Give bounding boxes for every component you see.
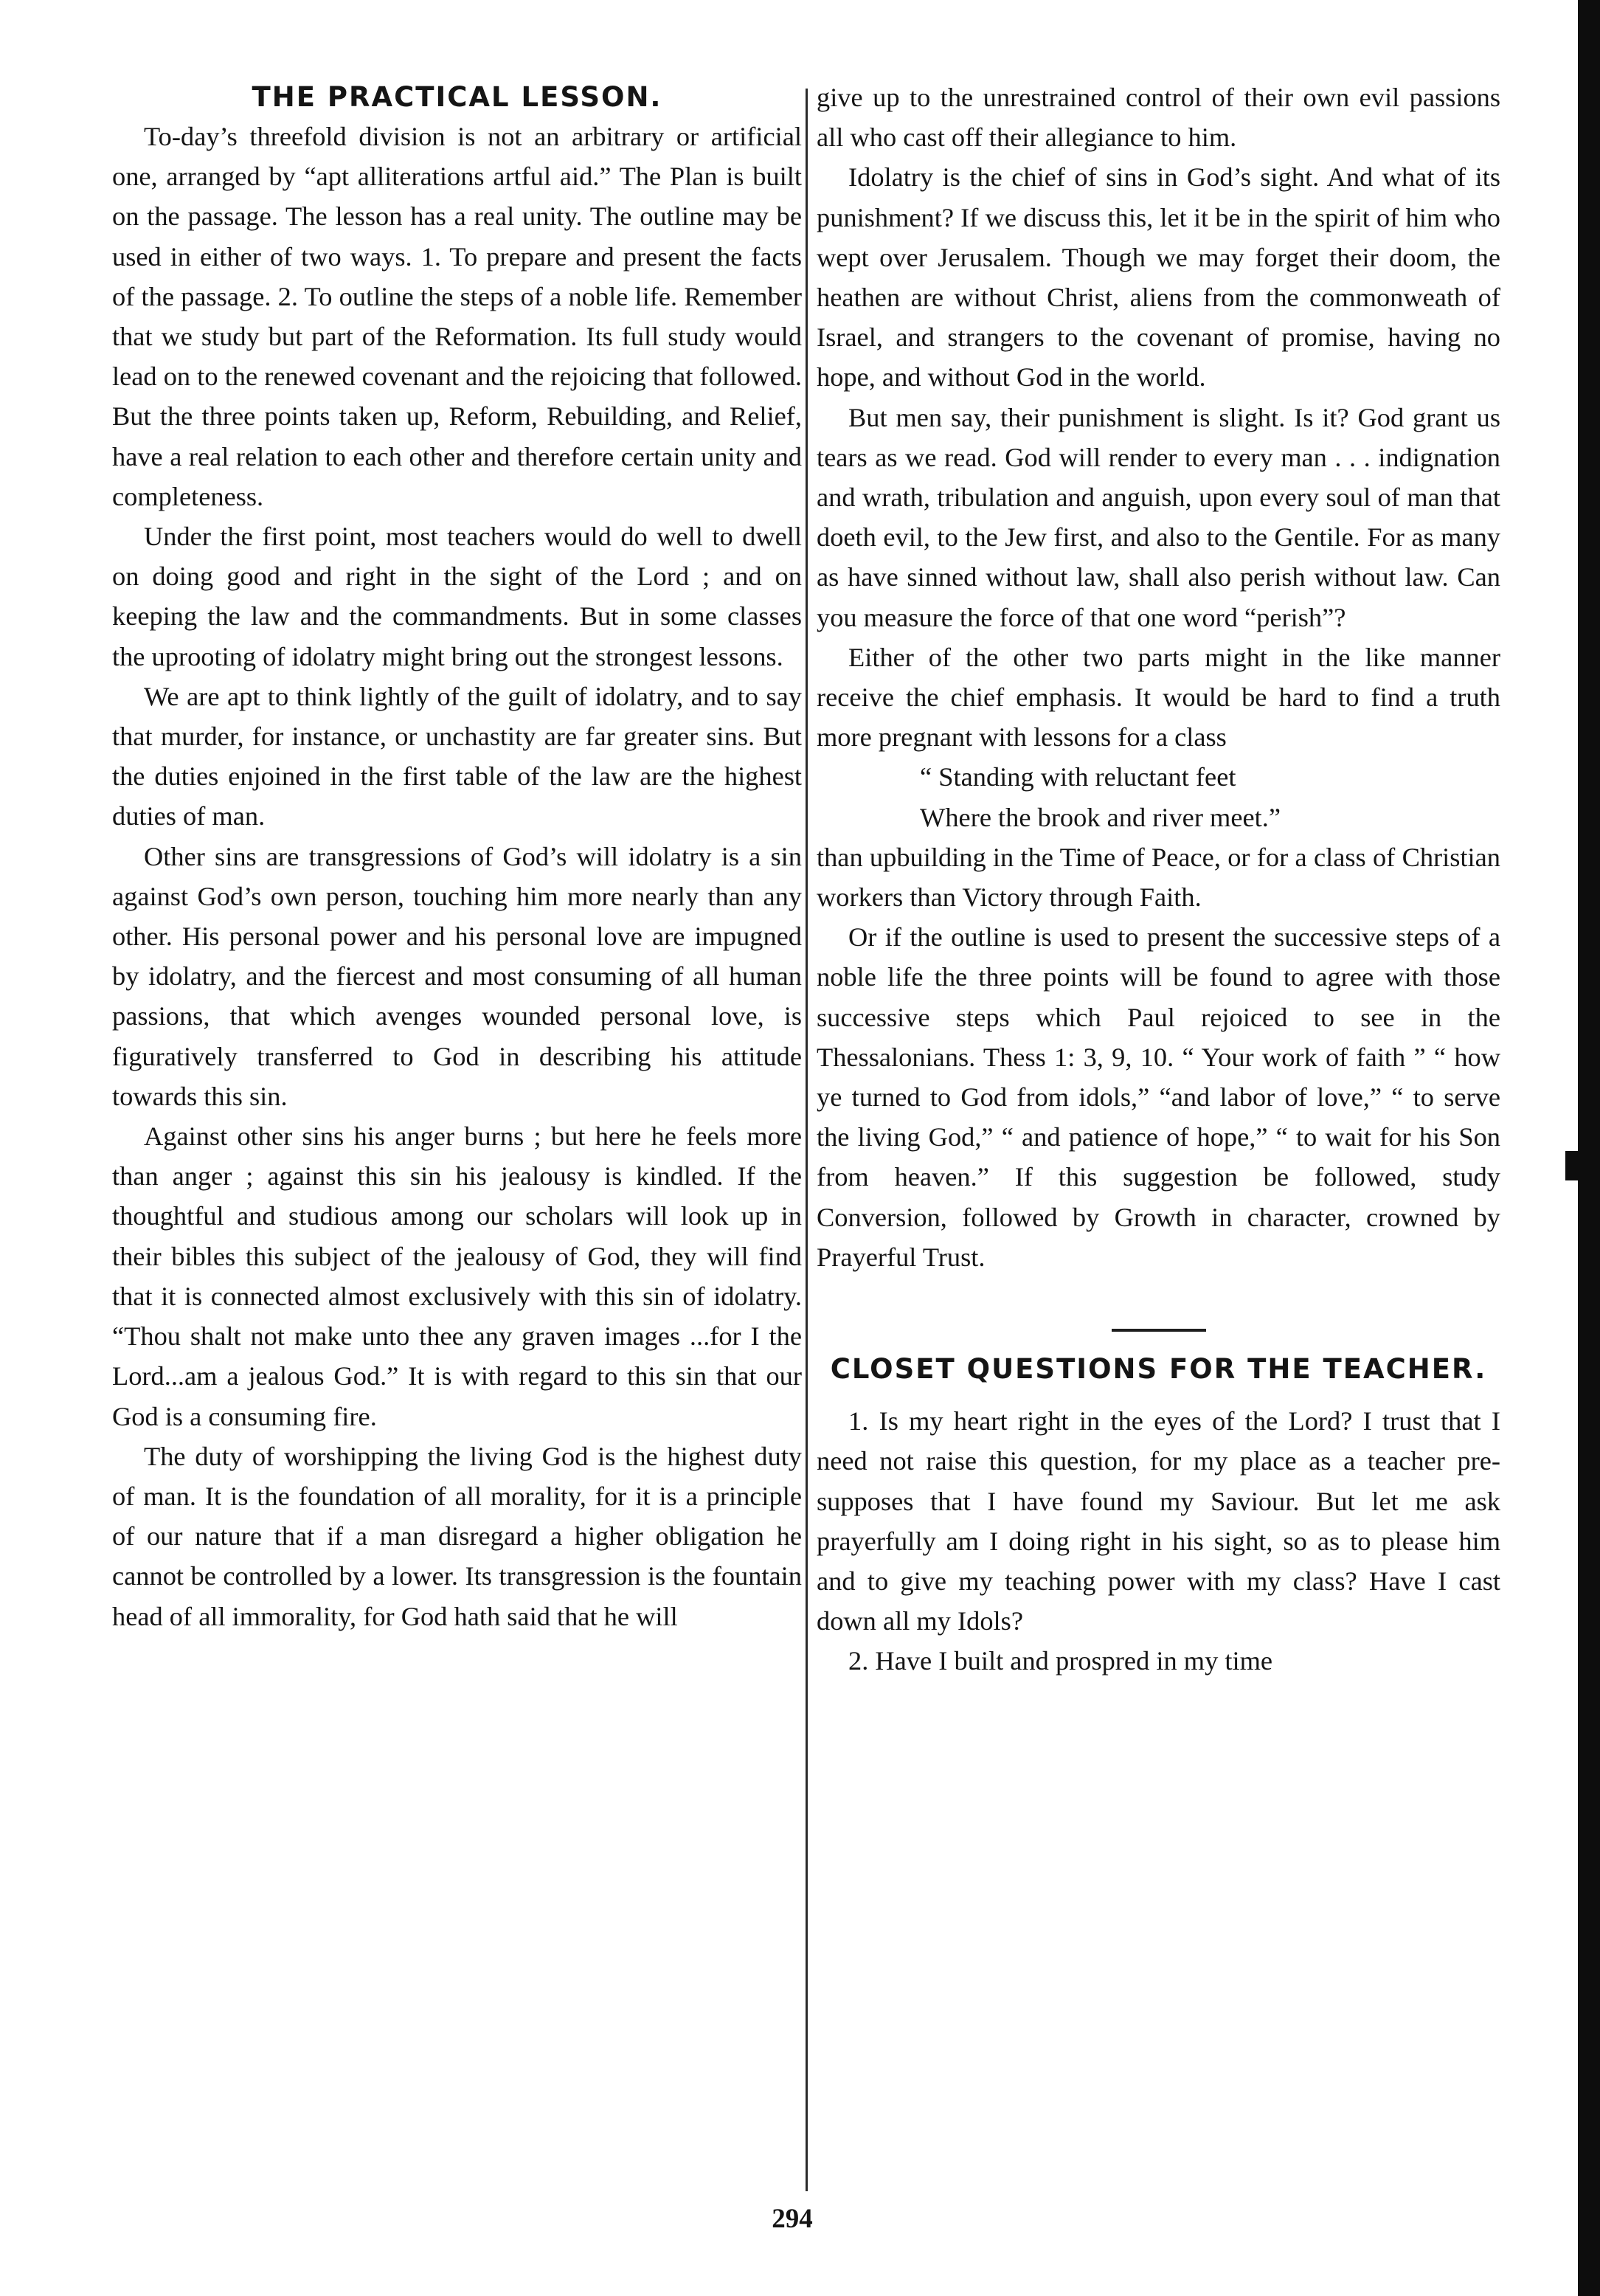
paragraph: To-day’s threefold division is not an arbitrary or artificial one, arranged by “apt alliterations artful aid.” The Plan is built on the passage. The lesson has a real unity. The outline may be used in either of two ways. 1. To prepare and present the facts of the passage. 2. To outline the steps of a noble life. Remember that we study but part of the Reformation. Its full study would lead on to the renewed covenant and the rejoicing that followed. But the three points taken up, Reform, Rebuilding, and Relief, have a real relation to each other and therefore certain unity and completeness. (112, 122, 802, 511)
paragraph: Idolatry is the chief of sins in God’s sight. And what of its punishment? If we discuss this, let it be in the spirit of him who wept over Jerusalem. Though we may forget their doom, the heathen are without Christ, aliens from the commonweath of Israel, and strangers to the covenant of promise, having no hope, and without God in the world. (817, 162, 1500, 393)
section-heading-closet-questions: CLOSET QUESTIONS FOR THE TEACHER. (830, 1353, 1487, 1386)
paragraph: Other sins are transgressions of God’s will idolatry is a sin against God’s own person, touching him more nearly than any other. His personal power and his personal love are impugned by idolatry, and the fiercest and most consuming of all human passions, that which avenges wounded personal love, is figuratively transferred to God in describing his attitude towards this sin. (112, 841, 802, 1111)
paragraph: Or if the outline is used to present the successive steps of a noble life the three points will be found to agree with those successive steps which Paul rejoiced to see in the Thessalonians. Thess 1: 3, 9, 10. “ Your work of faith ” “ how ye turned to God from idols,” “and labor of love,” “ to serve the living God,” “ and patience of hope,” “ to wait for his Son from heaven.” If this suggestion be followed, study Conversion, followed by Growth in character, crowned by Prayerful Trust. (817, 922, 1500, 1272)
paragraph-continued: than upbuilding in the Time of Peace, or for a class of Christian workers than Victory through Faith. (817, 842, 1500, 913)
paragraph: We are apt to think lightly of the guilt of idolatry, and to say that murder, for instance, or unchastity are far greater sins. But the duties enjoined in the first table of the law are the highest duties of man. (112, 681, 802, 831)
paragraph: 1. Is my heart right in the eyes of the Lord? I trust that I need not raise this question, for my place as a teacher pre-supposes that I have found my Saviour. But let me ask prayerfully am I doing right in his sight, so as to please him and to give my teaching power with my class? Have I cast down all my Idols? (817, 1406, 1500, 1636)
scan-edge-bar (1578, 0, 1600, 2296)
paragraph: But men say, their punishment is slight. Is it? God grant us tears as we read. God will render to every man . . . indignation and wrath, tribulation and anguish, upon every soul of man that doeth evil, to the Jew first, and also to the Gentile. For as many as have sinned without law, shall also perish without law. Can you measure the force of that one word “perish”? (817, 402, 1500, 632)
scan-edge-mark (1565, 1151, 1580, 1180)
paragraph: Under the first point, most teachers would do well to dwell on doing good and right in the sight of the Lord ; and on keeping the law and the commandments. But in some classes the uprooting of idolatry might bring out the strongest lessons. (112, 522, 802, 671)
verse-line: Where the brook and river meet.” (920, 802, 1281, 832)
verse-line: “ Standing with reluctant feet (920, 762, 1236, 792)
left-column (112, 77, 802, 1636)
paragraph: Against other sins his anger burns ; but here he feels more than anger ; against this sin his jealousy is kindled. If the thoughtful and studious among our scholars will look up in their bibles this subject of the jealousy of God, they will find that it is connected almost exclusively with this sin of idolatry. “Thou shalt not make unto thee any graven images ...for I the Lord...am a jealous God.” It is with regard to this sin that our God is a consuming fire. (112, 1121, 802, 1431)
paragraph: Either of the other two parts might in the like manner receive the chief emphasis. It would be hard to find a truth more pregnant with lessons for a class (817, 642, 1500, 753)
paragraph: 2. Have I built and prospred in my time (848, 1646, 1273, 1676)
paragraph-continued: give up to the unrestrained control of their own evil passions all who cast off their allegiance to him. (817, 83, 1500, 153)
section-rule (1112, 1329, 1206, 1332)
right-column (817, 77, 1500, 1681)
section-heading-practical-lesson: THE PRACTICAL LESSON. (252, 81, 662, 113)
page-number: 294 (772, 2204, 813, 2234)
column-divider (806, 89, 808, 2191)
paragraph: The duty of worshipping the living God is the highest duty of man. It is the foundation of all morality, for it is a principle of our nature that if a man disregard a higher obligation he cannot be controlled by a lower. Its transgression is the fountain head of all immorality, for God hath said that he will (112, 1441, 802, 1631)
